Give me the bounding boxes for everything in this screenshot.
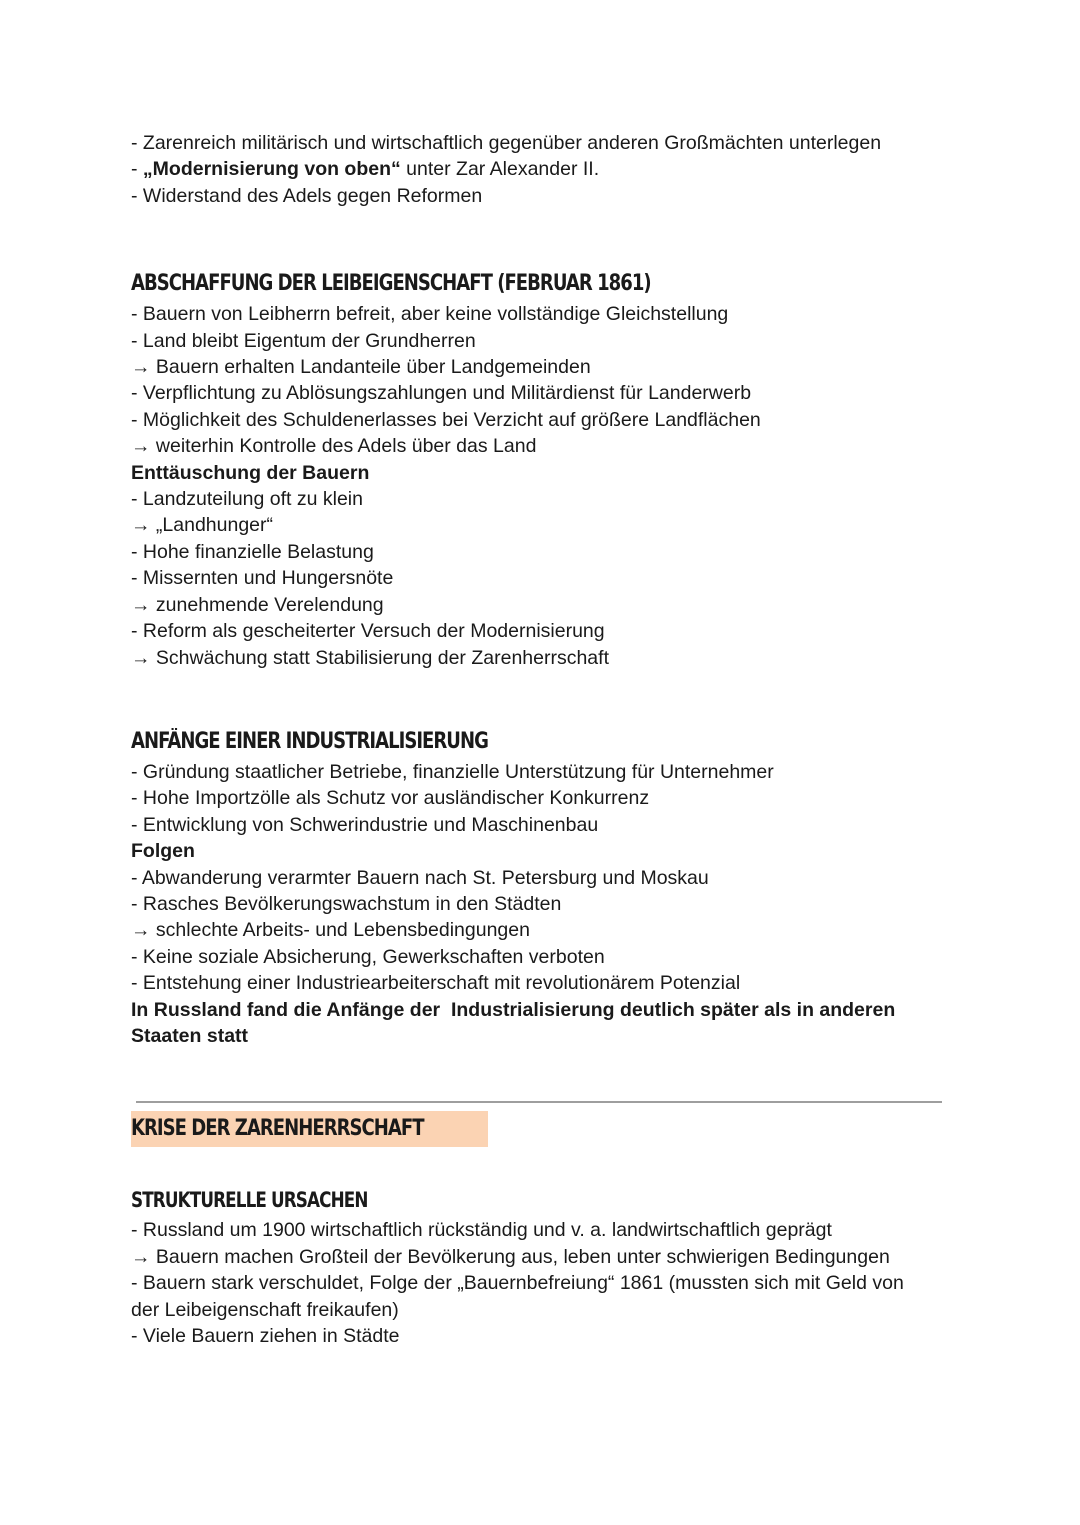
list-item: - Entwicklung von Schwerindustrie und Maschinenbau [131, 813, 599, 836]
subheading: Folgen [131, 840, 195, 863]
section-industrialisierung [131, 727, 941, 1049]
list-item: - Missernten und Hungersnöte [131, 567, 394, 590]
list-item: - Verpflichtung zu Ablösungszahlungen und Militärdienst für Landerwerb [131, 382, 752, 405]
list-item: → Bauern machen Großteil der Bevölkerung aus, leben unter schwierigen Bedingungen [131, 1245, 890, 1268]
list-item: - Entstehung einer Industriearbeiterschaft mit revolutionärem Potenzial [131, 972, 741, 995]
list-item: - Land bleibt Eigentum der Grundherren [131, 329, 476, 352]
list-item: - Hohe finanzielle Belastung [131, 540, 374, 563]
intro-text: - [131, 158, 143, 181]
list-item: - Abwanderung verarmter Bauern nach St. Petersburg und Moskau [131, 866, 709, 889]
list-item: - Russland um 1900 wirtschaftlich rückständig und v. a. landwirtschaftlich geprägt [131, 1219, 832, 1242]
list-item: - Viele Bauern ziehen in Städte [131, 1325, 400, 1347]
list-item: → Bauern erhalten Landanteile über Landgemeinden [131, 356, 591, 379]
list-item: - Hohe Importzölle als Schutz vor ausländischer Konkurrenz [131, 787, 650, 810]
section-heading: ANFÄNGE EINER INDUSTRIALISIERUNG [131, 728, 488, 754]
list-item: - Landzuteilung oft zu klein [131, 488, 363, 511]
subheading: Enttäuschung der Bauern [131, 461, 370, 484]
document-page [131, 130, 941, 1349]
list-item: - Keine soziale Absicherung, Gewerkschaften verboten [131, 945, 605, 968]
list-item: - Bauern stark verschuldet, Folge der „Bauernbefreiung“ 1861 (mussten sich mit Geld von [131, 1272, 904, 1295]
intro-line [131, 183, 941, 209]
list-item: - Gründung staatlicher Betriebe, finanzielle Unterstützung für Unternehmer [131, 760, 774, 783]
section-krise [131, 1111, 941, 1147]
section-subheading: STRUKTURELLE URSACHEN [131, 1188, 368, 1213]
list-item: → schlechte Arbeits- und Lebensbedingungen [131, 919, 530, 942]
section-leibeigenschaft [131, 269, 941, 671]
intro-text: unter Zar Alexander II. [400, 158, 600, 181]
list-item: der Leibeigenschaft freikaufen) [131, 1298, 399, 1321]
section-heading: ABSCHAFFUNG DER LEIBEIGENSCHAFT (FEBRUAR 1861) [131, 271, 651, 297]
conclusion-line: In Russland fand die Anfänge der Industrialisierung deutlich später als in anderen [131, 998, 896, 1021]
intro-line [131, 156, 941, 182]
horizontal-divider [136, 1101, 942, 1103]
list-item: → weiterhin Kontrolle des Adels über das Land [131, 435, 537, 458]
intro-bold-text: „Modernisierung von oben“ [142, 158, 401, 181]
intro-block [131, 130, 941, 209]
intro-text: - Zarenreich militärisch und wirtschaftlich gegenüber anderen Großmächten unterlegen [131, 132, 882, 154]
list-item: → „Landhunger“ [131, 514, 274, 537]
list-item: - Möglichkeit des Schuldenerlasses bei Verzicht auf größere Landflächen [131, 408, 761, 431]
list-item: - Reform als gescheiterter Versuch der Modernisierung [131, 620, 605, 643]
intro-text: - Widerstand des Adels gegen Reformen [131, 184, 483, 207]
list-item: → Schwächung statt Stabilisierung der Zarenherrschaft [131, 646, 609, 669]
section-strukturelle-ursachen [131, 1185, 941, 1349]
list-item: - Bauern von Leibherrn befreit, aber keine vollständige Gleichstellung [131, 303, 729, 326]
list-item: - Rasches Bevölkerungswachstum in den Städten [131, 892, 562, 915]
intro-line [131, 130, 941, 156]
conclusion-line: Staaten statt [131, 1024, 249, 1047]
heading-highlight [131, 1111, 488, 1147]
list-item: → zunehmende Verelendung [131, 593, 384, 616]
section-heading: KRISE DER ZARENHERRSCHAFT [131, 1116, 424, 1142]
